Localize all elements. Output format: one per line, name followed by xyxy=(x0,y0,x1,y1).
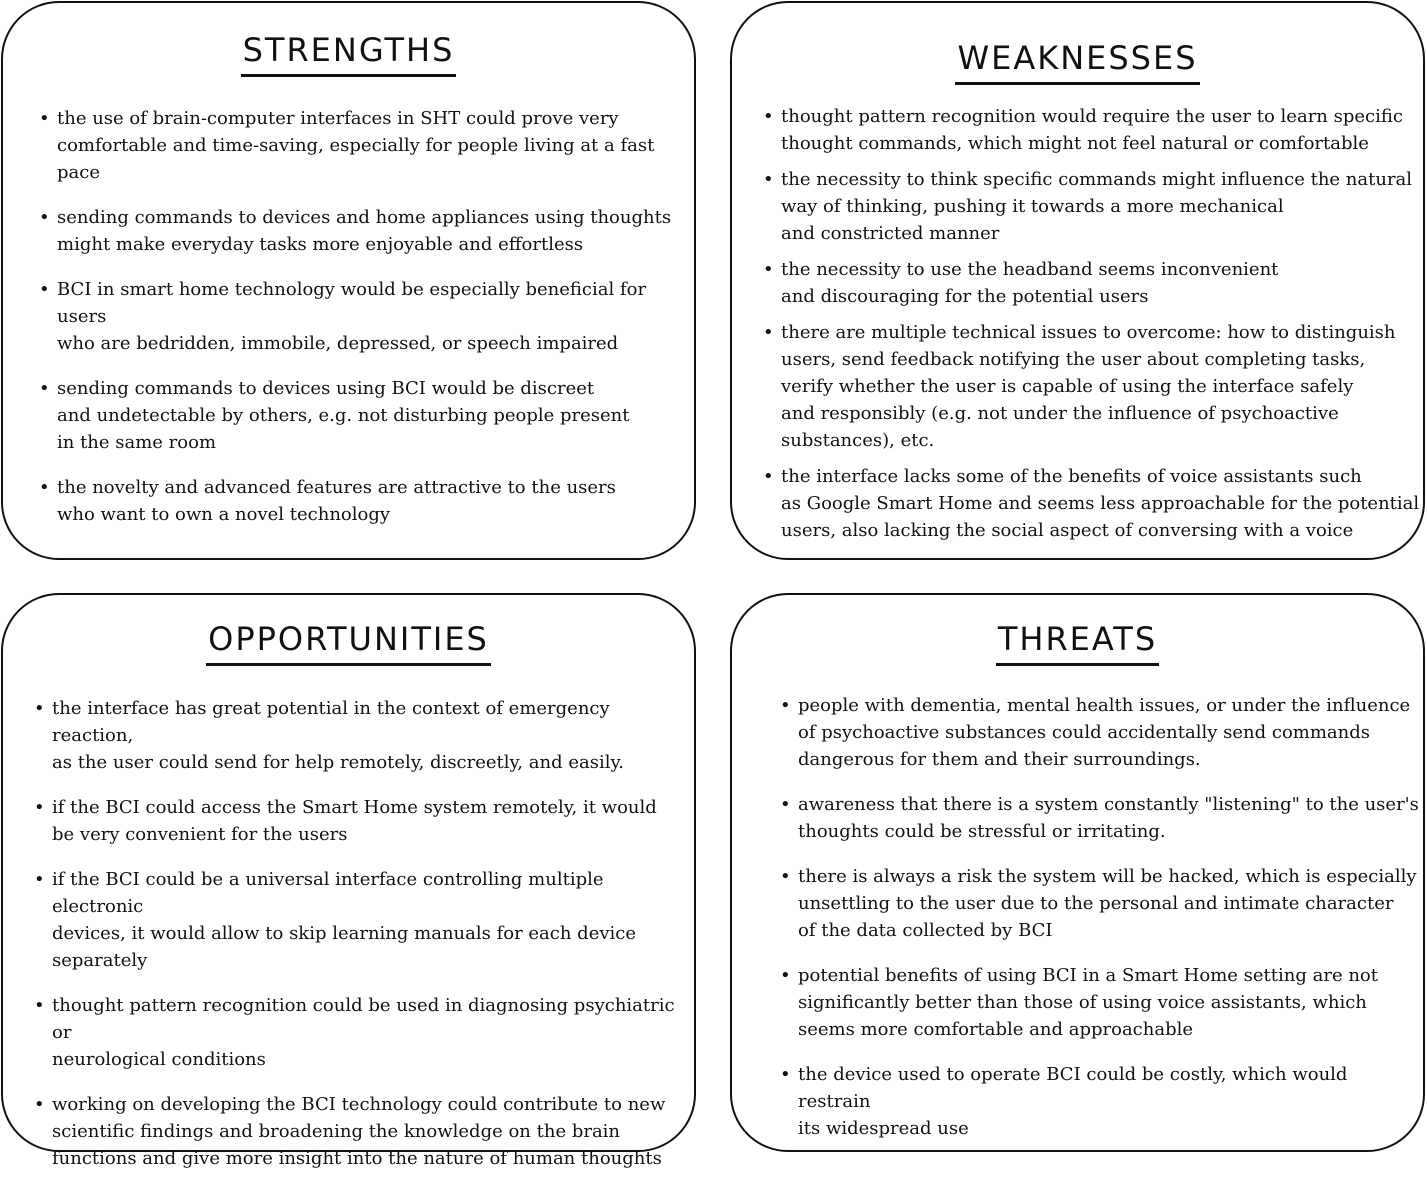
threat-item: • potential benefits of using BCI in a Smart Home setting are not significantly better than those of using voice assistants, which seems more comfortable and approachable xyxy=(798,962,1423,1043)
opportunities-title: OPPORTUNITIES xyxy=(3,619,694,666)
threat-item: • awareness that there is a system constantly "listening" to the user's thoughts could be stressful or irritating. xyxy=(798,791,1423,845)
weakness-item: • the interface lacks some of the benefits of voice assistants such as Google Smart Home and seems less approachable for the potential users, also lacking the social aspect of conversing with a voice xyxy=(781,463,1419,544)
weaknesses-title: WEAKNESSES xyxy=(732,38,1423,85)
opportunity-item: • working on developing the BCI technology could contribute to new scientific findings and broadening the knowledge on the brain functions and give more insight into the nature of human thoughts xyxy=(52,1091,694,1172)
weakness-item: • the necessity to think specific commands might influence the natural way of thinking, pushing it towards a more mechanical and constricted manner xyxy=(781,166,1419,247)
strengths-quadrant xyxy=(1,1,696,560)
strength-item: • sending commands to devices using BCI would be discreet and undetectable by others, e.g. not disturbing people present in the same room xyxy=(57,375,694,456)
weakness-item: • there are multiple technical issues to overcome: how to distinguish users, send feedback notifying the user about completing tasks, verify whether the user is capable of using the interface safely and responsibly (e.g. not under the influence of psychoactive substances), etc. xyxy=(781,319,1419,454)
opportunity-item: • if the BCI could access the Smart Home system remotely, it would be very convenient for the users xyxy=(52,794,694,848)
opportunity-item: • if the BCI could be a universal interface controlling multiple electronic devices, it would allow to skip learning manuals for each device separately xyxy=(52,866,694,974)
opportunities-quadrant xyxy=(1,593,696,1169)
threats-title: THREATS xyxy=(732,619,1423,666)
weakness-item: • the necessity to use the headband seems inconvenient and discouraging for the potential users xyxy=(781,256,1419,310)
strength-item: • sending commands to devices and home appliances using thoughts might make everyday tasks more enjoyable and effortless xyxy=(57,204,694,258)
threat-item: • people with dementia, mental health issues, or under the influence of psychoactive substances could accidentally send commands dangerous for them and their surroundings. xyxy=(798,692,1423,773)
opportunity-item: • the interface has great potential in the context of emergency reaction, as the user could send for help remotely, discreetly, and easily. xyxy=(52,695,694,776)
weakness-item: • thought pattern recognition would require the user to learn specific thought commands, which might not feel natural or comfortable xyxy=(781,103,1419,157)
strength-item: • the novelty and advanced features are attractive to the users who want to own a novel technology xyxy=(57,474,694,528)
weaknesses-quadrant xyxy=(730,1,1425,560)
threat-item: • there is always a risk the system will be hacked, which is especially unsettling to the user due to the personal and intimate character of the data collected by BCI xyxy=(798,863,1423,944)
strength-item: • the use of brain-computer interfaces in SHT could prove very comfortable and time-saving, especially for people living at a fast pace xyxy=(57,105,694,186)
threat-item: • the device used to operate BCI could be costly, which would restrain its widespread use xyxy=(798,1061,1423,1142)
opportunities-list xyxy=(52,695,694,1190)
strengths-list xyxy=(57,105,694,546)
threats-list xyxy=(798,692,1423,1160)
strengths-title: STRENGTHS xyxy=(3,30,694,77)
opportunity-item: • thought pattern recognition could be used in diagnosing psychiatric or neurological conditions xyxy=(52,992,694,1073)
threats-quadrant xyxy=(730,593,1425,1152)
strength-item: • BCI in smart home technology would be especially beneficial for users who are bedridden, immobile, depressed, or speech impaired xyxy=(57,276,694,357)
weaknesses-list xyxy=(781,103,1419,553)
